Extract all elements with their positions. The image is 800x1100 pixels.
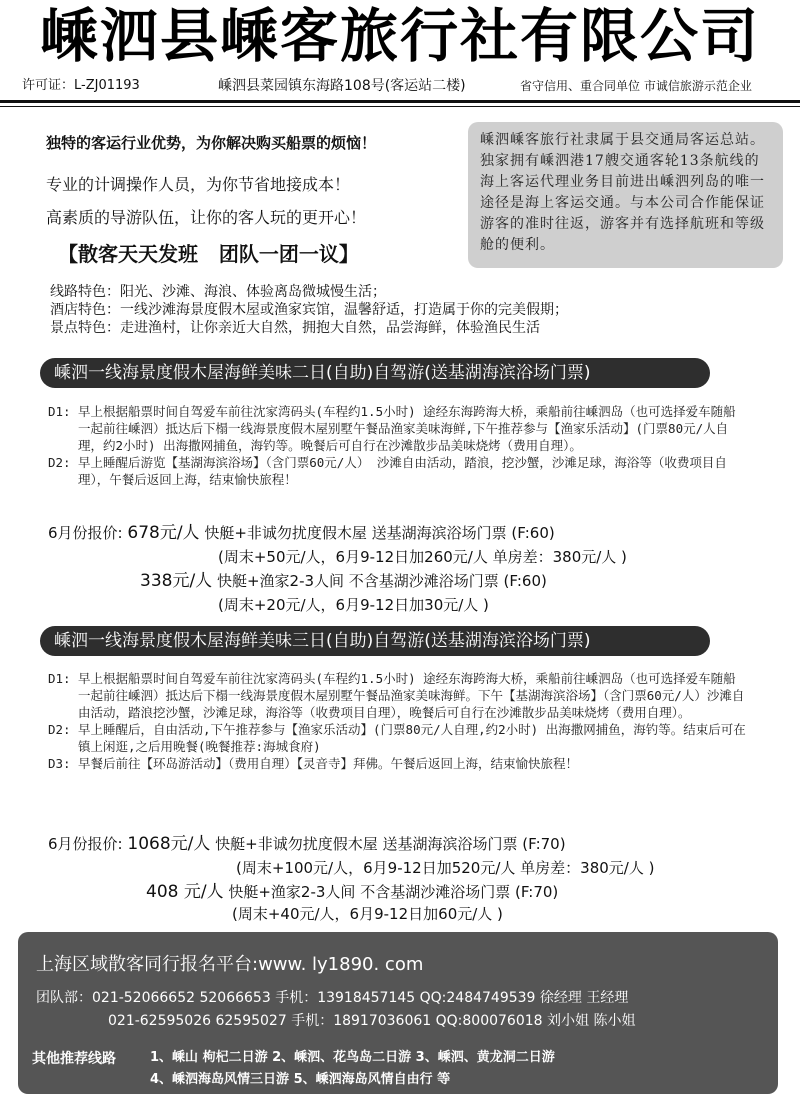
contact-team: 团队部：021-52066652 52066653 手机：13918457145 QQ:2484749539 徐经理 王经理 [36,990,629,1006]
day-text: 早上根据船票时间自驾爱车前往沈家湾码头(车程约1.5小时) 途经东海跨海大桥，乘船前往嵊泗岛（也可选择爱车随船一起前往嵊泗）抵达后下榻一线海景度假木屋别墅午餐品渔家美味海鲜,下午推荐参与【渔家乐活动】(门票80元/人自理，约2小时) 出海撒网捕鱼，海钓等。晚餐后可自行在沙滩散步品美味烧烤（费用自理）。 [78,404,736,453]
feature-route: 线路特色：阳光、沙滩、海浪、体验离岛微城慢生活； [50,284,386,300]
day-label: D1: [48,671,71,686]
company-description-box [468,122,783,268]
booking-platform[interactable]: 上海区域散客同行报名平台:www. ly1890. com [36,954,424,975]
itinerary-day [48,755,748,772]
itinerary-day [48,403,748,454]
company-title: 嵊泗县嵊客旅行社有限公司 [39,2,760,70]
day-text: 早上根据船票时间自驾爱车前往沈家湾码头(车程约1.5小时) 途经东海跨海大桥，乘船前往嵊泗岛（也可选择爱车随船一起前往嵊泗）抵达后下榻一线海景度假木屋别墅午餐品渔家美味海鲜。下午【基湖海滨浴场】（含门票60元/人）沙滩自由活动，踏浪挖沙蟹，沙滩足球，海浴等（收费项目自理），晚餐后可自行在沙滩散步品美味烧烤（费用自理）。 [78,671,745,720]
tour-3day-price-note-1: (周末+100元/人，6月9-12日加520元/人 单房差：380元/人 ) [236,859,655,877]
tour-3day-price-note-2: (周末+40元/人，6月9-12日加60元/人 ) [232,905,503,923]
tour-2day-itinerary [48,403,748,488]
tour-2day-price-note-2: (周末+20元/人，6月9-12日加30元/人 ) [218,596,489,614]
header-divider-thin [0,106,800,107]
slogan-guides: 高素质的导游队伍，让你的客人玩的更开心！ [46,208,367,227]
tour-3day-itinerary [48,670,748,772]
day-label: D2: [48,722,71,737]
price-amount: 338元/人 [140,571,213,591]
itinerary-day [48,454,748,488]
price-amount: 1068元/人 [127,834,211,854]
day-label: D1: [48,404,71,419]
itinerary-day [48,721,748,755]
header-divider-thick [0,100,800,103]
day-text: 早餐后前往【环岛游活动】（费用自理）【灵音寺】拜佛。午餐后返回上海，结束愉快旅程！ [78,756,579,771]
slogan-staff: 专业的计调操作人员，为你节省地接成本！ [46,175,351,194]
day-text: 早上睡醒后游览【基湖海滨浴场】（含门票60元/人） 沙滩自由活动，踏浪，挖沙蟹，沙滩足球，海浴等（收费项目自理），午餐后返回上海，结束愉快旅程！ [78,455,727,487]
itinerary-day [48,670,748,721]
other-routes-line-2: 4、嵊泗海岛风情三日游 5、嵊泗海岛风情自由行 等 [150,1072,451,1087]
tour-2day-price-note-1: (周末+50元/人，6月9-12日加260元/人 单房差：380元/人 ) [218,548,627,566]
day-text: 早上睡醒后，自由活动,下午推荐参与【渔家乐活动】(门票80元/人自理,约2小时) 出海撒网捕鱼，海钓等。结束后可在镇上闲逛,之后用晚餐(晚餐推荐:海城食府) [78,722,746,754]
price-prefix: 6月份报价: [48,524,128,542]
price-desc: 快艇+非诚勿扰度假木屋 送基湖海滨浴场门票 (F:60) [199,524,555,542]
license-number: 许可证：L-ZJ01193 [22,78,140,93]
price-desc: 快艇+渔家2-3人间 不含基湖沙滩浴场门票 (F:70) [223,883,559,901]
company-address: 嵊泗县菜园镇东海路108号(客运站二楼) [218,78,466,94]
header-info-line [0,74,800,98]
price-desc: 快艇+非诚勿扰度假木屋 送基湖海滨浴场门票 (F:70) [210,835,566,853]
feature-hotel: 酒店特色：一线沙滩海景度假木屋或渔家宾馆，温馨舒适，打造属于你的完美假期； [50,302,568,318]
slogan-bold: 独特的客运行业优势，为你解决购买船票的烦恼！ [46,134,377,152]
tour-3day-banner: 嵊泗一线海景度假木屋海鲜美味三日(自助)自驾游(送基湖海滨浴场门票) [40,626,710,656]
company-honors: 省守信用、重合同单位 市诚信旅游示范企业 [520,79,752,93]
other-routes-label: 其他推荐线路 [32,1051,116,1067]
schedule-banner-text: 【散客天天发班 团队一团一议】 [58,242,359,266]
price-amount: 678元/人 [127,523,200,543]
tour-2day-banner: 嵊泗一线海景度假木屋海鲜美味二日(自助)自驾游(送基湖海滨浴场门票) [40,358,710,388]
tour-2day-price-1 [48,522,555,544]
tour-2day-price-2 [140,570,547,592]
company-description: 嵊泗嵊客旅行社隶属于县交通局客运总站。独家拥有嵊泗港17艘交通客轮13条航线的海上客运代理业务目前进出嵊泗列岛的唯一途径是海上客运交通。与本公司合作能保证游客的准时往返，游客并有选择航班和等级舱的便利。 [480,132,765,253]
day-label: D2: [48,455,71,470]
price-desc: 快艇+渔家2-3人间 不含基湖沙滩浴场门票 (F:60) [212,572,547,590]
price-prefix: 6月份报价: [48,835,128,853]
price-amount: 408 元/人 [146,882,224,902]
tour-3day-price-2 [146,881,558,903]
day-label: D3: [48,756,71,771]
other-routes-line-1: 1、嵊山 枸杞二日游 2、嵊泗、花鸟岛二日游 3、嵊泗、黄龙洞二日游 [150,1050,555,1065]
tour-3day-price-1 [48,833,566,855]
contact-individual: 021-62595026 62595027 手机：18917036061 QQ:800076018 刘小姐 陈小姐 [108,1013,636,1029]
feature-scenery: 景点特色：走进渔村，让你亲近大自然，拥抱大自然，品尝海鲜，体验渔民生活 [50,320,540,336]
